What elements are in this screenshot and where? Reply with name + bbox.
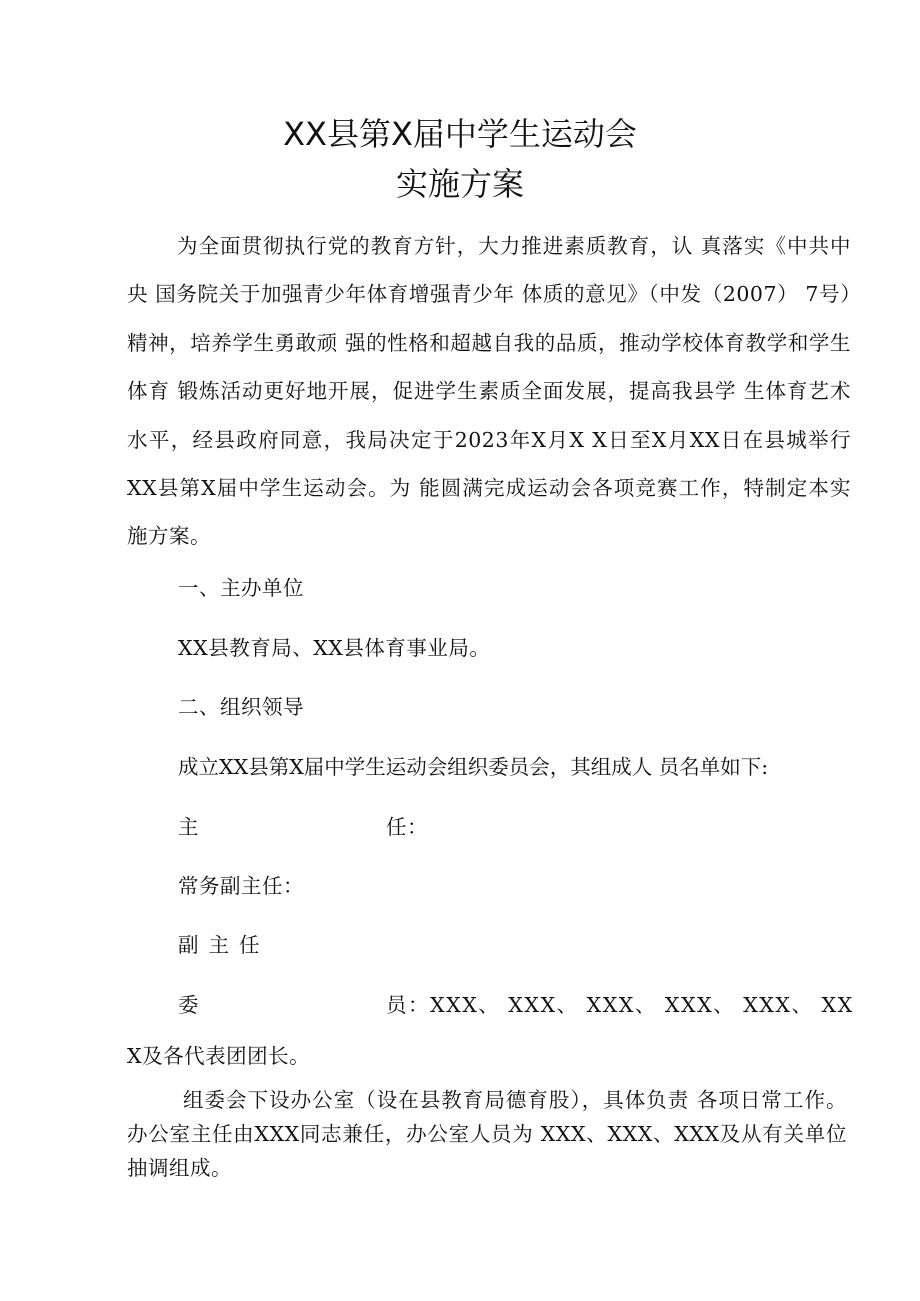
- director-label-left: 主: [178, 815, 199, 839]
- members-list: 员：XXX、 XXX、 XXX、 XXX、 XXX、 XX: [386, 993, 854, 1017]
- committee-intro: 成立XX县第X届中学生运动会组织委员会，其组成人 员名单如下:: [178, 755, 769, 779]
- section-heading-organizer: 一、主办单位: [178, 576, 304, 600]
- organizer-text: XX县教育局、XX县体育事业局。: [178, 636, 491, 660]
- members-list-continued: X及各代表团团长。: [127, 1044, 311, 1068]
- members-label-left: 委: [178, 993, 199, 1017]
- document-subtitle: 实施方案: [395, 165, 524, 203]
- office-paragraph: 组委会下设办公室（设在县教育局德育股），具体负责 各项日常工作。办公室主任由XXX同志兼任，办公室人员为 XXX、XXX、XXX及从有关单位抽调组成。: [127, 1088, 847, 1180]
- vice-director-label: 副主任: [178, 933, 270, 957]
- executive-vice-director-label: 常务副主任：: [178, 874, 304, 898]
- intro-paragraph: 为全面贯彻执行党的教育方针，大力推进素质教育，认 真落实《中共中央 国务院关于加强青少年体育增强青少年 体质的意见》（中发（2007） 7号）精神，培养学生勇敢顽 强的性格和超越自我的品质，推动学校体育教学和学生体育 锻炼活动更好地开展，促进学生素质全面发展，提高我县学 生体育艺术水平，经县政府同意，我局决定于2023年X月X X日至X月XX日在县城举行XX县第X届中学生运动会。为 能圆满完成运动会各项竞赛工作，特制定本实施方案。: [127, 234, 851, 549]
- director-label-right: 任：: [386, 815, 428, 839]
- document-title: XX县第X届中学生运动会: [283, 115, 637, 153]
- section-heading-leadership: 二、组织领导: [178, 695, 304, 719]
